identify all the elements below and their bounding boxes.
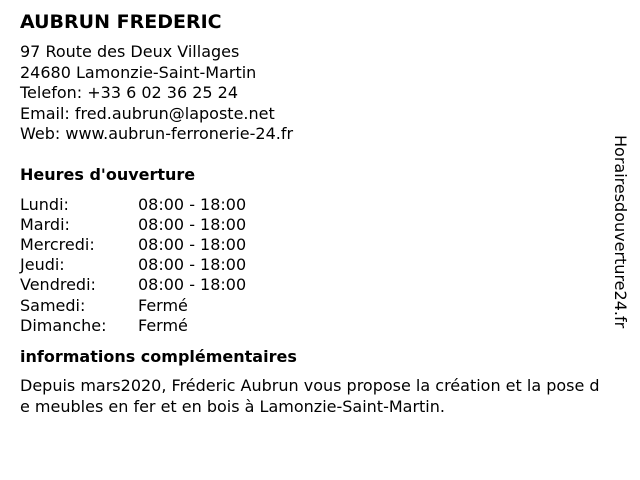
phone-text: Telefon: +33 6 02 36 25 24	[20, 83, 239, 102]
hours-row-sunday	[20, 316, 595, 336]
day-label: Samedi:	[20, 295, 86, 315]
business-name: AUBRUN FREDERIC	[20, 11, 222, 33]
day-label: Mardi:	[20, 214, 70, 234]
day-hours: Fermé	[138, 315, 188, 335]
email-text: Email: fred.aubrun@laposte.net	[20, 103, 275, 123]
hours-row-monday	[20, 195, 595, 215]
hours-row-thursday	[20, 255, 595, 275]
hours-row-friday	[20, 275, 595, 295]
contact-block	[20, 42, 595, 145]
hours-row-saturday	[20, 296, 595, 316]
additional-info-text: Depuis mars2020, Fréderic Aubrun vous propose la création et la pose de meubles en fer et en bois à Lamonzie-Saint-Martin.	[20, 375, 600, 416]
day-label: Dimanche:	[20, 315, 107, 335]
day-label: Mercredi:	[20, 234, 95, 254]
day-label: Jeudi:	[20, 255, 65, 275]
address-line-1: 97 Route des Deux Villages	[20, 42, 240, 61]
hours-row-wednesday	[20, 235, 595, 255]
day-hours: 08:00 - 18:00	[138, 194, 247, 214]
opening-hours-heading: Heures d'ouverture	[20, 164, 196, 184]
opening-hours-table	[20, 195, 595, 336]
day-label: Lundi:	[20, 194, 69, 214]
site-watermark: Horairesdouverture24.fr	[611, 135, 630, 329]
business-card	[20, 10, 600, 417]
day-hours: 08:00 - 18:00	[138, 255, 247, 275]
day-label: Vendredi:	[20, 275, 96, 295]
additional-info-heading: informations complémentaires	[20, 346, 297, 366]
website-text: Web: www.aubrun-ferronerie-24.fr	[20, 124, 294, 143]
day-hours: 08:00 - 18:00	[138, 234, 247, 254]
day-hours: 08:00 - 18:00	[138, 275, 247, 295]
address-line-2: 24680 Lamonzie-Saint-Martin	[20, 62, 257, 82]
day-hours: Fermé	[138, 295, 188, 315]
day-hours: 08:00 - 18:00	[138, 214, 247, 234]
hours-row-tuesday	[20, 215, 595, 235]
